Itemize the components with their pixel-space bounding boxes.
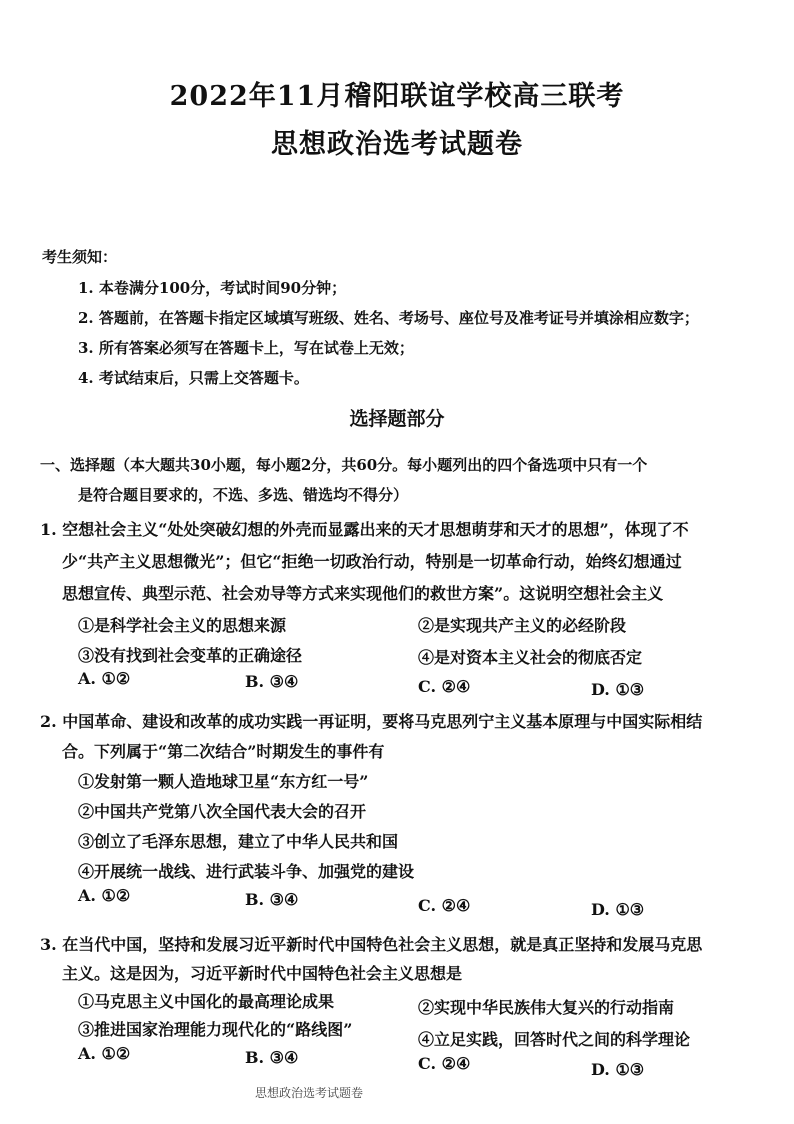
question-stem: 合。下列属于“第二次结合”时期发生的事件有: [62, 742, 385, 761]
answer-option: A. ①②: [78, 886, 131, 905]
page-title-line1: 2022年11月稽阳联谊学校高三联考: [169, 81, 625, 112]
question-statement: ③推进国家治理能力现代化的“路线图”: [78, 1020, 353, 1039]
question-statement: ②是实现共产主义的必经阶段: [418, 616, 627, 635]
question-stem: 主义。这是因为，习近平新时代中国特色社会主义思想是: [62, 964, 463, 983]
question-statement: ④是对资本主义社会的彻底否定: [418, 648, 643, 667]
question-statement: ③创立了毛泽东思想，建立了中华人民共和国: [78, 832, 399, 851]
part-one-instructions: 一、选择题（本大题共30小题，每小题2分，共60分。每小题列出的四个备选项中只有一个: [40, 456, 648, 474]
question-stem: 3. 在当代中国，坚持和发展习近平新时代中国特色社会主义思想，就是真正坚持和发展马克思: [40, 935, 703, 954]
question-statement: ④开展统一战线、进行武装斗争、加强党的建设: [78, 862, 415, 881]
question-statement: ④立足实践，回答时代之间的科学理论: [418, 1030, 691, 1049]
notice-item: 1. 本卷满分100分，考试时间90分钟；: [78, 279, 347, 297]
section-title: 选择题部分: [349, 408, 445, 430]
part-one-instructions: 是符合题目要求的，不选、多选、错选均不得分）: [78, 486, 409, 504]
question-statement: ①马克思主义中国化的最高理论成果: [78, 992, 335, 1011]
question-statement: ①发射第一颗人造地球卫星“东方红一号”: [78, 772, 369, 791]
answer-option: A. ①②: [78, 1044, 131, 1063]
page-footer: 思想政治选考试题卷: [255, 1086, 364, 1100]
question-statement: ①是科学社会主义的思想来源: [78, 616, 287, 635]
question-statement: ②中国共产党第八次全国代表大会的召开: [78, 802, 367, 821]
question-statement: ③没有找到社会变革的正确途径: [78, 646, 303, 665]
page-title-line2: 思想政治选考试题卷: [271, 129, 523, 160]
question-stem: 2. 中国革命、建设和改革的成功实践一再证明，要将马克思列宁主义基本原理与中国实际相结: [40, 712, 703, 731]
answer-option: B. ③④: [245, 1048, 299, 1067]
question-stem: 1. 空想社会主义“处处突破幻想的外壳而显露出来的天才思想萌芽和天才的思想”，体现了不: [40, 520, 689, 539]
answer-option: D. ①③: [591, 900, 645, 919]
notice-heading: 考生须知：: [42, 248, 118, 266]
notice-item: 4. 考试结束后，只需上交答题卡。: [78, 369, 309, 387]
question-statement: ②实现中华民族伟大复兴的行动指南: [418, 998, 675, 1017]
answer-option: B. ③④: [245, 672, 299, 691]
answer-option: C. ②④: [418, 677, 471, 696]
question-stem: 少“共产主义思想微光”；但它“拒绝一切政治行动，特别是一切革命行动，始终幻想通过: [62, 552, 682, 571]
answer-option: A. ①②: [78, 669, 131, 688]
notice-item: 2. 答题前，在答题卡指定区域填写班级、姓名、考场号、座位号及准考证号并填涂相应数字；: [78, 309, 699, 327]
question-stem: 思想宣传、典型示范、社会劝导等方式来实现他们的救世方案”。这说明空想社会主义: [62, 584, 664, 603]
answer-option: C. ②④: [418, 1054, 471, 1073]
answer-option: D. ①③: [591, 680, 645, 699]
answer-option: C. ②④: [418, 896, 471, 915]
answer-option: D. ①③: [591, 1060, 645, 1079]
answer-option: B. ③④: [245, 890, 299, 909]
notice-item: 3. 所有答案必须写在答题卡上，写在试卷上无效；: [78, 339, 414, 357]
